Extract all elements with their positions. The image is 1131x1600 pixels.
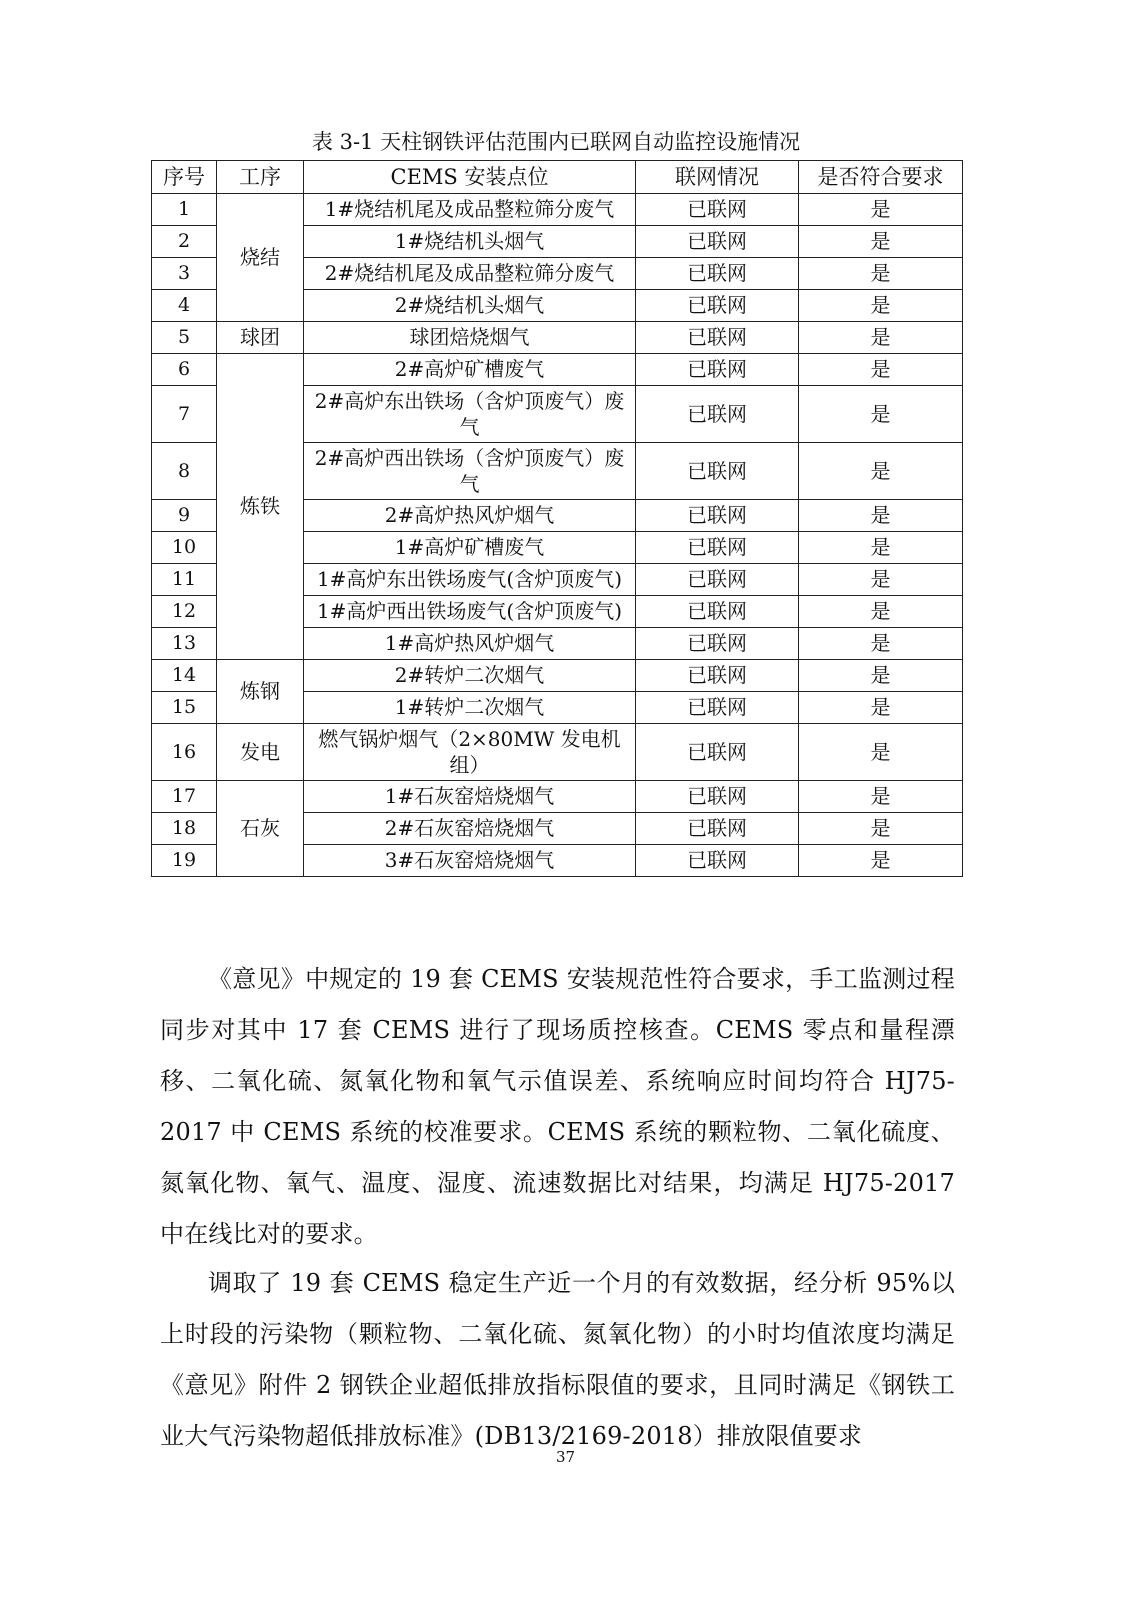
cems-point-cell: 1#高炉西出铁场废气(含炉顶废气): [304, 596, 636, 628]
body-paragraph: 调取了 19 套 CEMS 稳定生产近一个月的有效数据，经分析 95%以上时段的污染物（颗粒物、二氧化硫、氮氧化物）的小时均值浓度均满足《意见》附件 2 钢铁企业超低排放指标限值的要求，且同时满足《钢铁工业大气污染物超低排放标准》(DB13/2169-2018）排放限值要求: [160, 1269, 955, 1450]
cems-point-cell: 1#高炉东出铁场废气(含炉顶废气): [304, 564, 636, 596]
table-caption: 表 3-1 天柱钢铁评估范围内已联网自动监控设施情况: [311, 130, 801, 154]
network-status-cell: 已联网: [636, 386, 799, 443]
row-index: 12: [152, 596, 217, 628]
row-index: 8: [152, 443, 217, 500]
compliance-cell: 是: [799, 443, 963, 500]
table-row: [152, 724, 963, 781]
cems-point-cell: 1#转炉二次烟气: [304, 692, 636, 724]
compliance-cell: 是: [799, 500, 963, 532]
table-header-row: [152, 161, 963, 194]
network-status-cell: 已联网: [636, 443, 799, 500]
compliance-cell: 是: [799, 322, 963, 354]
compliance-cell: 是: [799, 354, 963, 386]
cems-point-cell: 2#高炉东出铁场（含炉顶废气）废气: [304, 386, 636, 443]
row-index: 16: [152, 724, 217, 781]
row-index: 13: [152, 628, 217, 660]
cems-point-cell: 2#烧结机尾及成品整粒筛分废气: [304, 258, 636, 290]
cems-point-cell: 2#烧结机头烟气: [304, 290, 636, 322]
page-number: 37: [555, 1448, 576, 1466]
compliance-cell: 是: [799, 660, 963, 692]
process-cell: 发电: [217, 724, 304, 781]
network-status-cell: 已联网: [636, 813, 799, 845]
table-row: [152, 194, 963, 226]
cems-table: [151, 160, 963, 877]
cems-point-cell: 球团焙烧烟气: [304, 322, 636, 354]
header-cems-point: CEMS 安装点位: [304, 161, 636, 194]
network-status-cell: 已联网: [636, 290, 799, 322]
network-status-cell: 已联网: [636, 724, 799, 781]
cems-point-cell: 2#高炉西出铁场（含炉顶废气）废气: [304, 443, 636, 500]
cems-point-cell: 1#烧结机尾及成品整粒筛分废气: [304, 194, 636, 226]
network-status-cell: 已联网: [636, 564, 799, 596]
compliance-cell: 是: [799, 781, 963, 813]
network-status-cell: 已联网: [636, 354, 799, 386]
header-network-status: 联网情况: [636, 161, 799, 194]
compliance-cell: 是: [799, 628, 963, 660]
cems-point-cell: 2#石灰窑焙烧烟气: [304, 813, 636, 845]
compliance-cell: 是: [799, 194, 963, 226]
row-index: 4: [152, 290, 217, 322]
network-status-cell: 已联网: [636, 596, 799, 628]
row-index: 17: [152, 781, 217, 813]
row-index: 14: [152, 660, 217, 692]
cems-point-cell: 1#烧结机头烟气: [304, 226, 636, 258]
network-status-cell: 已联网: [636, 628, 799, 660]
row-index: 7: [152, 386, 217, 443]
compliance-cell: 是: [799, 845, 963, 877]
table-row: [152, 322, 963, 354]
compliance-cell: 是: [799, 724, 963, 781]
row-index: 19: [152, 845, 217, 877]
table-row: [152, 354, 963, 386]
process-cell: 球团: [217, 322, 304, 354]
cems-point-cell: 1#石灰窑焙烧烟气: [304, 781, 636, 813]
cems-point-cell: 1#高炉矿槽废气: [304, 532, 636, 564]
cems-point-cell: 2#高炉热风炉烟气: [304, 500, 636, 532]
network-status-cell: 已联网: [636, 692, 799, 724]
process-cell: 炼铁: [217, 354, 304, 660]
cems-point-cell: 2#转炉二次烟气: [304, 660, 636, 692]
process-cell: 石灰: [217, 781, 304, 877]
body-paragraph: 《意见》中规定的 19 套 CEMS 安装规范性符合要求，手工监测过程同步对其中 17 套 CEMS 进行了现场质控核查。CEMS 零点和量程漂移、二氧化硫、氮氧化物和氧气示值误差、系统响应时间均符合 HJ75-2017 中 CEMS 系统的校准要求。CEMS 系统的颗粒物、二氧化硫度、氮氧化物、氧气、温度、湿度、流速数据比对结果，均满足 HJ75-2017 中在线比对的要求。: [160, 965, 955, 1248]
compliance-cell: 是: [799, 532, 963, 564]
process-cell: 炼钢: [217, 660, 304, 724]
network-status-cell: 已联网: [636, 258, 799, 290]
cems-point-cell: 3#石灰窑焙烧烟气: [304, 845, 636, 877]
header-process: 工序: [217, 161, 304, 194]
row-index: 1: [152, 194, 217, 226]
process-cell: 烧结: [217, 194, 304, 322]
cems-point-cell: 2#高炉矿槽废气: [304, 354, 636, 386]
table-row: [152, 660, 963, 692]
row-index: 18: [152, 813, 217, 845]
header-index: 序号: [152, 161, 217, 194]
row-index: 6: [152, 354, 217, 386]
cems-point-cell: 燃气锅炉烟气（2×80MW 发电机组）: [304, 724, 636, 781]
table-row: [152, 781, 963, 813]
row-index: 5: [152, 322, 217, 354]
compliance-cell: 是: [799, 226, 963, 258]
compliance-cell: 是: [799, 596, 963, 628]
compliance-cell: 是: [799, 386, 963, 443]
row-index: 9: [152, 500, 217, 532]
compliance-cell: 是: [799, 290, 963, 322]
header-compliance: 是否符合要求: [799, 161, 963, 194]
network-status-cell: 已联网: [636, 500, 799, 532]
row-index: 11: [152, 564, 217, 596]
compliance-cell: 是: [799, 564, 963, 596]
row-index: 15: [152, 692, 217, 724]
network-status-cell: 已联网: [636, 322, 799, 354]
network-status-cell: 已联网: [636, 226, 799, 258]
network-status-cell: 已联网: [636, 845, 799, 877]
network-status-cell: 已联网: [636, 660, 799, 692]
row-index: 2: [152, 226, 217, 258]
compliance-cell: 是: [799, 813, 963, 845]
compliance-cell: 是: [799, 258, 963, 290]
network-status-cell: 已联网: [636, 194, 799, 226]
row-index: 10: [152, 532, 217, 564]
compliance-cell: 是: [799, 692, 963, 724]
network-status-cell: 已联网: [636, 532, 799, 564]
network-status-cell: 已联网: [636, 781, 799, 813]
row-index: 3: [152, 258, 217, 290]
cems-point-cell: 1#高炉热风炉烟气: [304, 628, 636, 660]
